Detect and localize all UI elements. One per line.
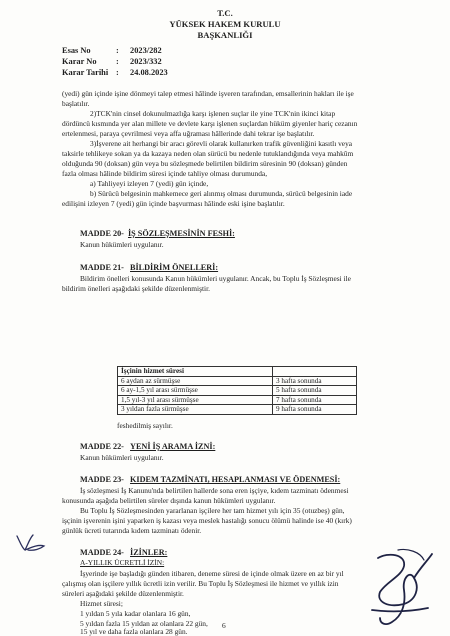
article-24-line: süreleri aşağıdaki şekilde düzenlenmiştir. bbox=[62, 589, 184, 598]
article-24-line: İşyerinde işe başladığı günden itibaren, deneme süresi de içinde olmak üzere en az bir yıl bbox=[80, 569, 344, 578]
intro-line: olduğunda 90 (doksan) gün veya bu sözleşmede belirtilen bildirim süresinin 90 (doksan) günden bbox=[62, 159, 348, 168]
intro-line: dördüncü kısmında yer alan millete ve devlete karşı işlenen suçlardan hüküm giyenler hariç cezanın bbox=[62, 119, 358, 128]
table-header-cell: İşçinin hizmet süresi bbox=[118, 367, 273, 377]
table-header-row bbox=[118, 367, 357, 377]
meta-tarih: Karar Tarihi : 24.08.2023 bbox=[62, 68, 168, 77]
intro-line: edilişini izleyen 7 (yedi) gün içinde başvurması hâlinde eski işine başlatılır. bbox=[62, 199, 285, 208]
table-cell-notice: 5 hafta sonunda bbox=[273, 386, 357, 396]
article-24-subheading: A-YILLIK ÜCRETLİ İZİN: bbox=[80, 558, 165, 567]
meta-value: 2023/332 bbox=[130, 57, 162, 66]
meta-key: Karar No bbox=[62, 57, 97, 66]
table-row bbox=[118, 405, 357, 415]
header-org: YÜKSEK HAKEM KURULU bbox=[169, 19, 281, 29]
article-21-after: feshedilmiş sayılır. bbox=[117, 421, 173, 430]
article-23-title bbox=[80, 475, 340, 484]
table-cell-notice: 7 hafta sonunda bbox=[273, 395, 357, 405]
article-22-title bbox=[80, 442, 215, 451]
article-number: MADDE 24- bbox=[80, 548, 124, 557]
intro-line: ertelenmesi, paraya çevrilmesi veya affa uğraması hâllerinde dahi tekrar işe başlatılır. bbox=[62, 129, 315, 138]
article-number: MADDE 22- bbox=[80, 442, 124, 451]
article-number: MADDE 23- bbox=[80, 475, 124, 484]
table-cell-notice: 3 hafta sonunda bbox=[273, 376, 357, 386]
article-23-line: günlük ücreti tutarında kıdem tazminatı ödenir. bbox=[62, 526, 202, 535]
meta-esas: Esas No : 2023/282 bbox=[62, 46, 162, 55]
header-dept: BAŞKANLIĞI bbox=[197, 30, 253, 40]
article-number: MADDE 20- bbox=[80, 229, 124, 238]
margin-initial-signature bbox=[14, 532, 48, 554]
intro-line: başlatılır. bbox=[62, 99, 90, 108]
article-23-line: İş sözleşmesi İş Kanunu'nda belirtilen hallerde sona eren işçiye, kıdem tazminatı ödenmesi bbox=[80, 486, 349, 495]
article-20-body: Kanun hükümleri uygulanır. bbox=[80, 240, 164, 249]
article-heading: KIDEM TAZMİNATI, HESAPLANMASI VE ÖDENMESİ: bbox=[130, 475, 341, 484]
article-23-line: konusunda aşağıda belirtilen süreler dışında kanun hükümleri uygulanır. bbox=[62, 496, 276, 505]
table-cell-service: 3 yıldan fazla sürmüşse bbox=[118, 405, 273, 415]
meta-key: Esas No bbox=[62, 46, 91, 55]
intro-line: taksirle tehlikeye sokan ya da kazaya neden olan sürücü bu nedenle tutuklandığında veya mahkûm bbox=[62, 149, 354, 158]
article-22-body: Kanun hükümleri uygulanır. bbox=[80, 453, 164, 462]
table-row bbox=[118, 376, 357, 386]
meta-value: 24.08.2023 bbox=[130, 68, 168, 77]
table-row bbox=[118, 386, 357, 396]
article-23-line: Bu Toplu İş Sözleşmesinden yararlanan işçilere her tam hizmet yılı için 35 (otuzbeş) gün, bbox=[80, 506, 345, 515]
article-number: MADDE 21- bbox=[80, 263, 124, 272]
article-24-line: Hizmet süresi; bbox=[80, 599, 123, 608]
table-cell-service: 6 aydan az sürmüşse bbox=[118, 376, 273, 386]
article-21-body: Bildirim önelleri konusunda Kanun hükümleri uygulanır. Ancak, bu Toplu İş Sözleşmesi ile bbox=[80, 274, 351, 283]
article-21-title bbox=[80, 263, 218, 272]
article-24-line: 5 yıldan fazla 15 yıldan az olanlara 22 gün, bbox=[80, 619, 208, 628]
article-23-line: işçinin işverenin işini yaparken iş kazası veya meslek hastalığı sonucu ölümü halinde ise 40 (kırk) bbox=[62, 516, 352, 525]
page-number: 6 bbox=[222, 621, 226, 630]
signature-mark bbox=[358, 548, 438, 630]
intro-line: fazla olması hâlinde bildirim süresi içinde tahliye olması durumunda, bbox=[62, 169, 268, 178]
article-heading: İZİNLER: bbox=[130, 548, 168, 557]
intro-item-b: b) Sürücü belgesinin mahkemece geri alınmış olması durumunda, sürücü belgesinin iade bbox=[90, 189, 353, 198]
meta-key: Karar Tarihi bbox=[62, 68, 109, 77]
article-heading: İŞ SÖZLEŞMESİNİN FESHİ: bbox=[127, 229, 235, 238]
article-24-line: 15 yıl ve daha fazla olanlara 28 gün. bbox=[80, 627, 188, 636]
table-cell-service: 1,5 yıl-3 yıl arası sürmüşse bbox=[118, 395, 273, 405]
article-24-title bbox=[80, 548, 167, 557]
intro-line: 2)TCK'nin cinsel dokunulmazlığa karşı işlenen suçlar ile yine TCK'nin ikinci kitap bbox=[90, 109, 336, 118]
article-24-line: çalışmış olan işçilere yıllık ücretli izin verilir. Bu Toplu İş Sözleşmesi ile hizmet ve yıllık izin bbox=[62, 579, 339, 588]
notice-period-table bbox=[117, 366, 357, 415]
meta-karar: Karar No : 2023/332 bbox=[62, 57, 162, 66]
article-20-title bbox=[80, 229, 235, 238]
article-heading: BİLDİRİM ÖNELLERİ: bbox=[130, 263, 219, 272]
table-cell-service: 6 ay-1,5 yıl arası sürmüşse bbox=[118, 386, 273, 396]
article-24-line: 1 yıldan 5 yıla kadar olanlara 16 gün, bbox=[80, 609, 191, 618]
header-tc: T.C. bbox=[217, 8, 233, 18]
table-cell-notice: 9 hafta sonunda bbox=[273, 405, 357, 415]
article-heading: YENİ İŞ ARAMA İZNİ: bbox=[130, 442, 216, 451]
intro-line: 3)İşverene ait herhangi bir aracı görevli olarak kullanırken trafik güvenliğini kasıtlı veya bbox=[90, 139, 353, 148]
table-row bbox=[118, 395, 357, 405]
meta-value: 2023/282 bbox=[130, 46, 162, 55]
table-header-cell bbox=[273, 367, 357, 377]
intro-line: (yedi) gün içinde işine dönmeyi talep etmesi hâlinde işveren tarafından, emsallerinin hakları ile işe bbox=[62, 89, 354, 98]
article-21-body: bildirim önelleri aşağıdaki şekilde düzenlenmiştir. bbox=[62, 284, 210, 293]
intro-item-a: a) Tahliyeyi izleyen 7 (yedi) gün içinde, bbox=[90, 179, 209, 188]
